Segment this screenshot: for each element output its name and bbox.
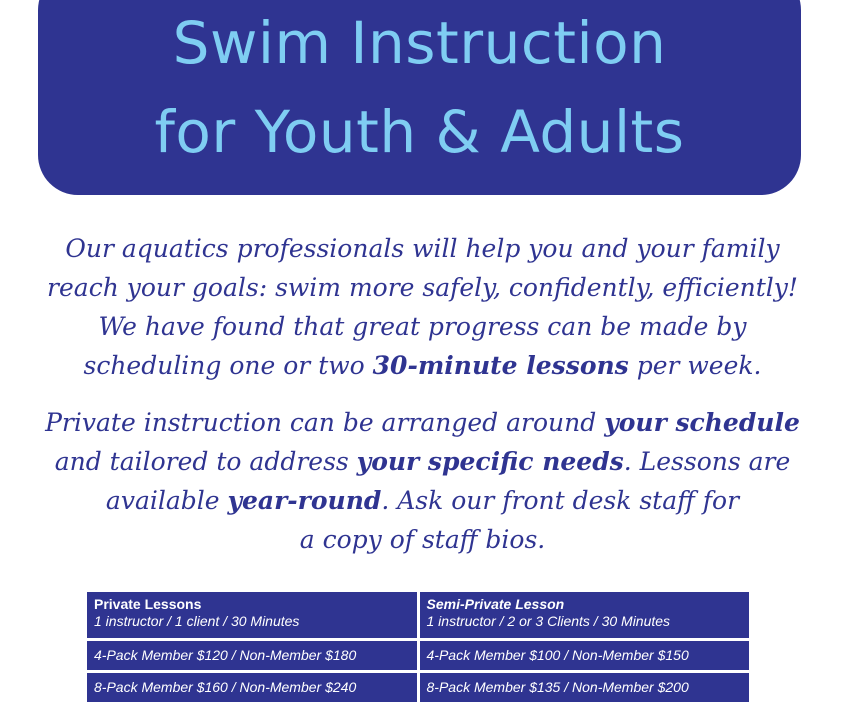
private-instruction-paragraph bbox=[20, 403, 825, 559]
private-line-1-start: Private instruction can be arranged around bbox=[45, 408, 605, 437]
intro-paragraph bbox=[20, 229, 825, 385]
semi-private-subtitle: 1 instructor / 2 or 3 Clients / 30 Minutes bbox=[426, 613, 671, 629]
year-round-emphasis: year-round bbox=[227, 486, 382, 515]
private-line-1 bbox=[20, 403, 825, 442]
private-lessons-title: Private Lessons bbox=[94, 596, 202, 612]
pricing-header-row bbox=[87, 592, 749, 638]
banner-title-line-1: Swim Instruction bbox=[172, 9, 667, 77]
intro-line-3: We have found that great progress can be made by bbox=[98, 312, 747, 341]
pricing-row-8-pack bbox=[87, 673, 749, 702]
private-8-pack-price: 8-Pack Member $160 / Non-Member $240 bbox=[87, 673, 417, 702]
private-lessons-subtitle: 1 instructor / 1 client / 30 Minutes bbox=[94, 613, 300, 629]
private-lessons-header bbox=[87, 592, 417, 638]
lesson-length-emphasis: 30-minute lessons bbox=[372, 351, 629, 380]
private-line-3 bbox=[20, 481, 825, 520]
intro-line-4 bbox=[20, 346, 825, 385]
intro-line-4-end: per week. bbox=[628, 351, 762, 380]
semi-private-4-pack-price: 4-Pack Member $100 / Non-Member $150 bbox=[420, 641, 750, 670]
private-line-4: a copy of staff bios. bbox=[299, 525, 546, 554]
needs-emphasis: your specific needs bbox=[356, 447, 624, 476]
semi-private-header bbox=[420, 592, 750, 638]
intro-line-2: reach your goals: swim more safely, confidently, efficiently! bbox=[47, 273, 798, 302]
semi-private-8-pack-price: 8-Pack Member $135 / Non-Member $200 bbox=[420, 673, 750, 702]
intro-line-1: Our aquatics professionals will help you and your family bbox=[65, 234, 780, 263]
intro-line-4-start: scheduling one or two bbox=[83, 351, 373, 380]
private-line-2 bbox=[20, 442, 825, 481]
private-4-pack-price: 4-Pack Member $120 / Non-Member $180 bbox=[87, 641, 417, 670]
private-line-3-start: available bbox=[105, 486, 228, 515]
private-line-3-end: . Ask our front desk staff for bbox=[381, 486, 740, 515]
private-line-2-start: and tailored to address bbox=[54, 447, 357, 476]
pricing-table bbox=[87, 592, 749, 705]
pricing-row-4-pack bbox=[87, 641, 749, 670]
private-line-2-end: . Lessons are bbox=[623, 447, 791, 476]
banner-title-line-2: for Youth & Adults bbox=[154, 98, 685, 166]
semi-private-title: Semi-Private Lesson bbox=[426, 596, 565, 612]
schedule-emphasis: your schedule bbox=[604, 408, 800, 437]
